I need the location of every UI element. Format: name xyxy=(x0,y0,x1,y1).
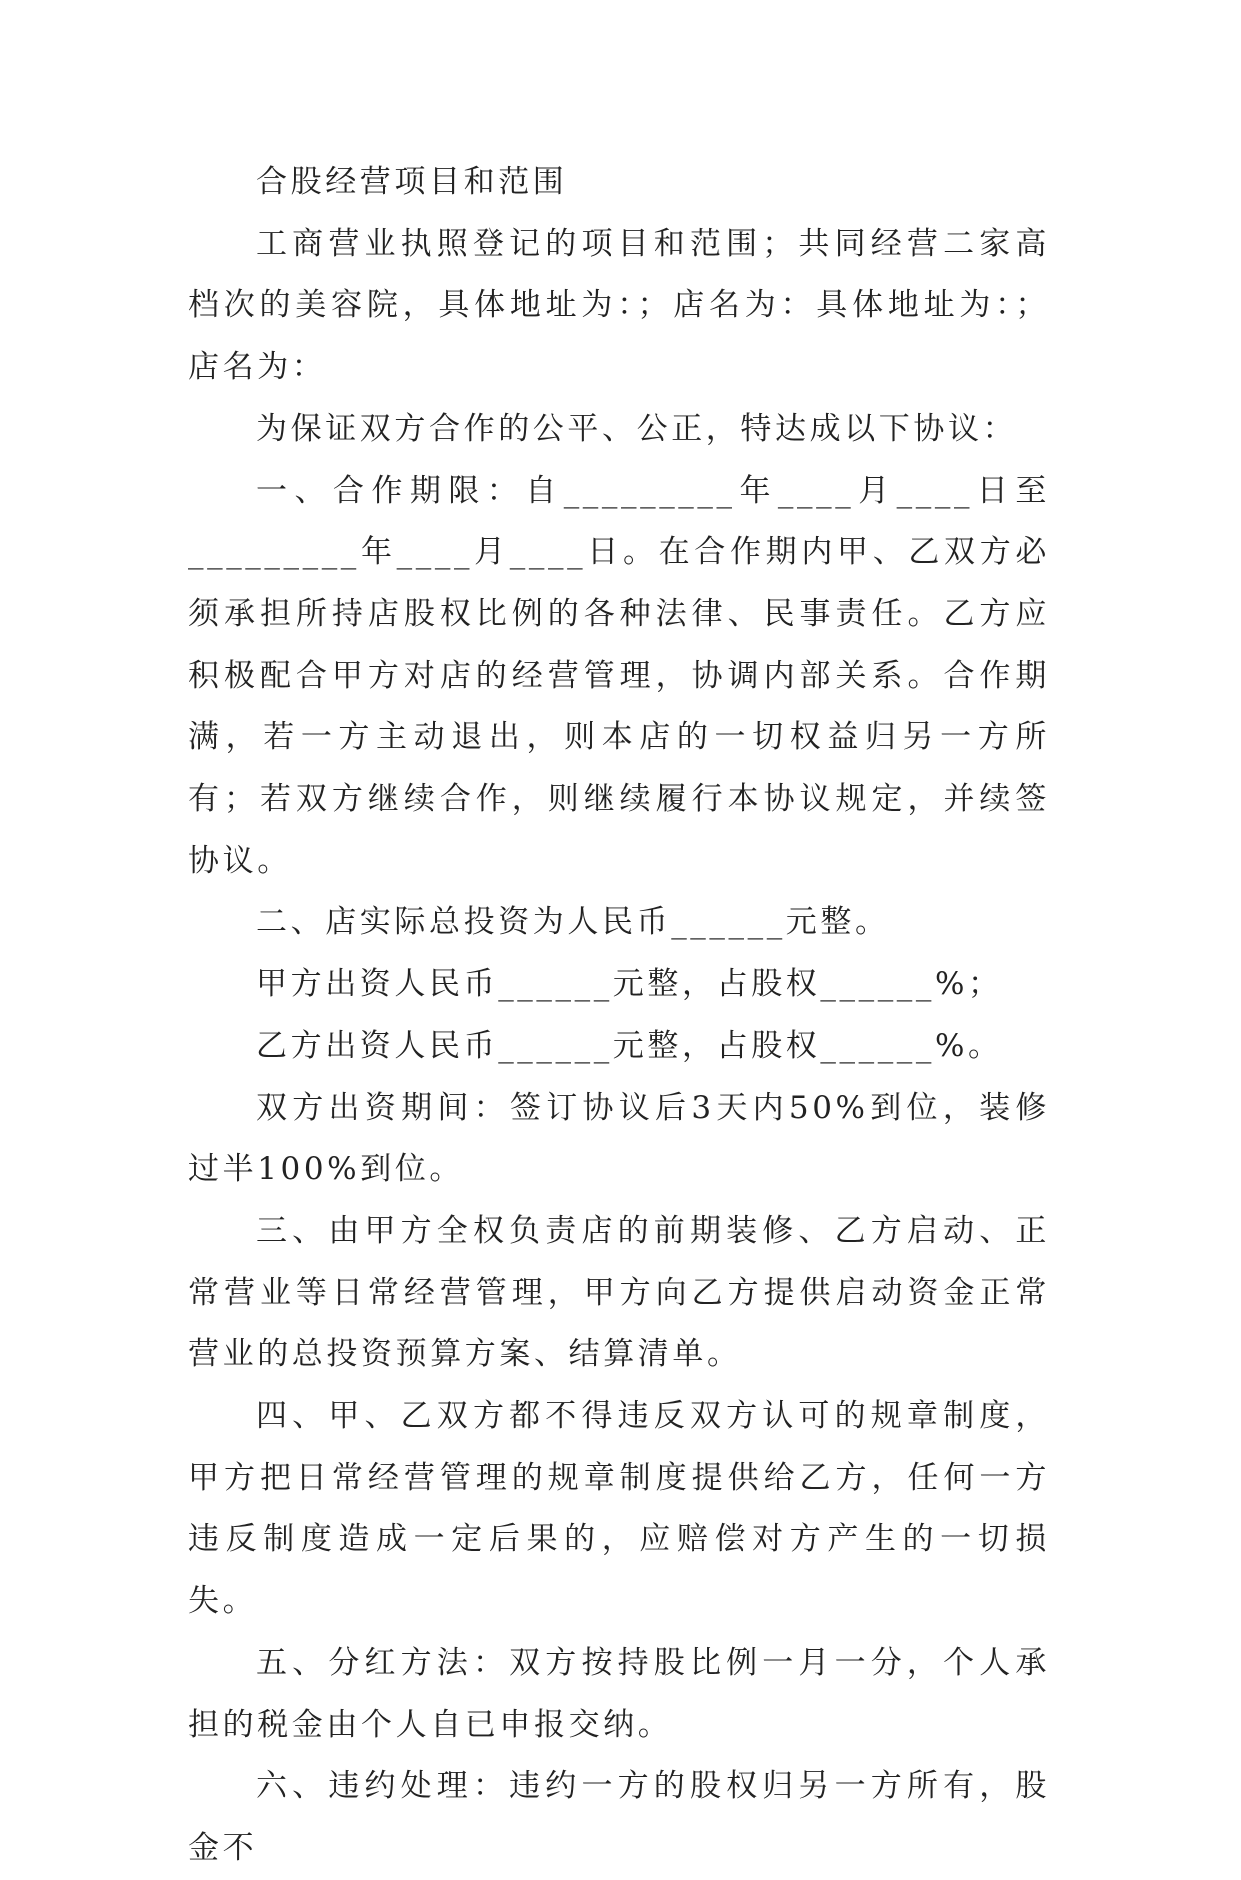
paragraph-business-scope: 工商营业执照登记的项目和范围；共同经营二家高档次的美容院，具体地址为：；店名为：具体地址为：；店名为： xyxy=(188,225,1050,386)
clause-6-breach: 六、违约处理：违约一方的股权归另一方所有，股金不 xyxy=(188,1768,1050,1866)
clause-1-term: 一、合作期限：自_________年____月____日至_________年____月____日。在合作期内甲、乙双方必须承担所持店股权比例的各种法律、民事责任。乙方应积极配合甲方对店的经营管理，协调内部关系。合作期满，若一方主动退出，则本店的一切权益归另一方所有；若双方继续合作，则继续履行本协议规定，并续签协议。 xyxy=(188,472,1050,879)
clause-5-dividends: 五、分红方法：双方按持股比例一月一分，个人承担的税金由个人自已申报交纳。 xyxy=(188,1644,1050,1743)
party-a-contribution: 甲方出资人民币______元整，占股权______%； xyxy=(256,966,1003,1003)
paragraph-agreement-intro: 为保证双方合作的公平、公正，特达成以下协议： xyxy=(256,410,1018,447)
clause-3-management: 三、由甲方全权负责店的前期装修、乙方启动、正常营业等日常经营管理，甲方向乙方提供启动资金正常营业的总投资预算方案、结算清单。 xyxy=(188,1212,1050,1373)
section-heading-scope: 合股经营项目和范围 xyxy=(256,164,568,200)
clause-2-total-investment: 二、店实际总投资为人民币______元整。 xyxy=(256,904,890,941)
document-body xyxy=(188,152,1050,1880)
clause-4-rules: 四、甲、乙双方都不得违反双方认可的规章制度，甲方把日常经营管理的规章制度提供给乙方，任何一方违反制度造成一定后果的，应赔偿对方产生的一切损失。 xyxy=(188,1398,1050,1620)
party-b-contribution: 乙方出资人民币______元整，占股权______%。 xyxy=(256,1027,1003,1064)
contribution-period: 双方出资期间：签订协议后3天内50%到位，装修过半100%到位。 xyxy=(188,1089,1050,1188)
